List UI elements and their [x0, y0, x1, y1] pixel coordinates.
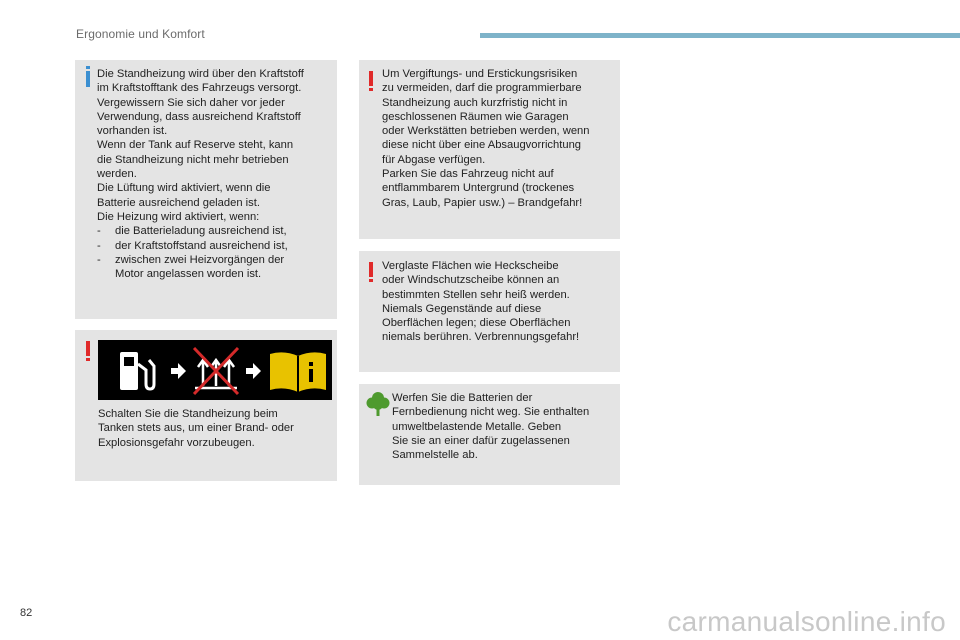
refuel-line: Tanken stets aus, um einer Brand- oder: [98, 422, 294, 435]
fuel-pump-icon: [120, 352, 154, 390]
info-line: Die Standheizung wird über den Kraftstoff: [97, 68, 304, 80]
refuel-pictogram: [98, 340, 332, 400]
info-line: Die Heizung wird aktiviert, wenn:: [97, 210, 260, 223]
arrow-right-icon: [246, 363, 261, 379]
info-line: vorhanden ist.: [97, 125, 168, 138]
warning-line: Niemals Gegenstände auf diese: [382, 302, 542, 315]
list-item: - die Batterieladung ausreichend ist,: [97, 224, 333, 238]
page-number: 82: [20, 607, 33, 619]
eco-line: Sie sie an einer dafür zugelassenen: [392, 434, 570, 447]
page-header-bar: [480, 33, 960, 38]
warning-line: diese nicht über eine Absaugvorrichtung: [382, 139, 582, 152]
info-line: die Standheizung nicht mehr betrieben: [97, 153, 289, 166]
info-line: Verwendung, dass ausreichend Kraftstoff: [97, 110, 301, 123]
poisoning-warning-box: [359, 60, 620, 239]
heating-conditions-list: [97, 224, 333, 281]
eco-line: Fernbedienung nicht weg. Sie enthalten: [392, 406, 590, 419]
info-box: [75, 60, 337, 319]
warning-line: zu vermeiden, darf die programmierbare: [382, 82, 582, 95]
warning-icon: [369, 71, 373, 86]
hot-glass-warning-box: [359, 251, 620, 372]
arrow-right-icon: [171, 363, 186, 379]
eco-line: Werfen Sie die Batterien der: [392, 392, 533, 404]
warning-line: niemals berühren. Verbrennungsgefahr!: [382, 331, 580, 344]
warning-line: bestimmten Stellen sehr heiß werden.: [382, 288, 570, 301]
warning-icon: [86, 341, 90, 356]
warning-line: Verglaste Flächen wie Heckscheibe: [382, 260, 559, 272]
info-text: [97, 67, 333, 281]
info-icon: [86, 71, 90, 87]
warning-line: oder Werkstätten betrieben werden, wenn: [382, 125, 590, 138]
warning-line: geschlossenen Räumen wie Garagen: [382, 110, 569, 123]
battery-disposal-box: [359, 384, 620, 485]
info-line: Wenn der Tank auf Reserve steht, kann: [97, 139, 294, 152]
watermark: carmanualsonline.info: [667, 606, 946, 637]
refuel-line: Schalten Sie die Standheizung beim: [98, 408, 278, 420]
info-line: Vergewissern Sie sich daher vor jeder: [97, 96, 285, 109]
tree-icon: [366, 391, 390, 417]
list-item: - der Kraftstoffstand ausreichend ist,: [97, 239, 333, 253]
info-line: Batterie ausreichend geladen ist.: [97, 196, 260, 209]
refuel-line: Explosionsgefahr vorzubeugen.: [98, 436, 255, 449]
eco-line: Sammelstelle ab.: [392, 449, 478, 462]
warning-line: Um Vergiftungs- und Erstickungsrisiken: [382, 68, 578, 80]
poisoning-text: [382, 67, 618, 210]
warning-line: Standheizung auch kurzfristig nicht in: [382, 96, 568, 109]
warning-line: oder Windschutzscheibe können an: [382, 274, 560, 287]
heater-off-icon: [194, 348, 238, 394]
page-header-title: Ergonomie und Komfort: [76, 27, 205, 41]
battery-disposal-text: [392, 391, 618, 462]
info-line: werden.: [97, 168, 137, 181]
warning-line: für Abgase verfügen.: [382, 153, 486, 166]
list-item: - zwischen zwei Heizvorgängen der Motor angelassen worden ist.: [97, 253, 333, 282]
eco-line: umweltbelastende Metalle. Geben: [392, 420, 562, 433]
info-line: Die Lüftung wird aktiviert, wenn die: [97, 182, 271, 195]
info-line: im Kraftstofftank des Fahrzeugs versorgt.: [97, 82, 302, 95]
manual-book-icon: [270, 352, 326, 392]
warning-line: Parken Sie das Fahrzeug nicht auf: [382, 168, 554, 181]
hot-glass-text: [382, 259, 618, 345]
warning-line: entflammbarem Untergrund (trockenes: [382, 182, 575, 195]
warning-line: Oberflächen legen; diese Oberflächen: [382, 317, 571, 330]
refuel-text: [98, 407, 334, 450]
warning-icon: [369, 262, 373, 277]
warning-line: Gras, Laub, Papier usw.) – Brandgefahr!: [382, 196, 583, 209]
